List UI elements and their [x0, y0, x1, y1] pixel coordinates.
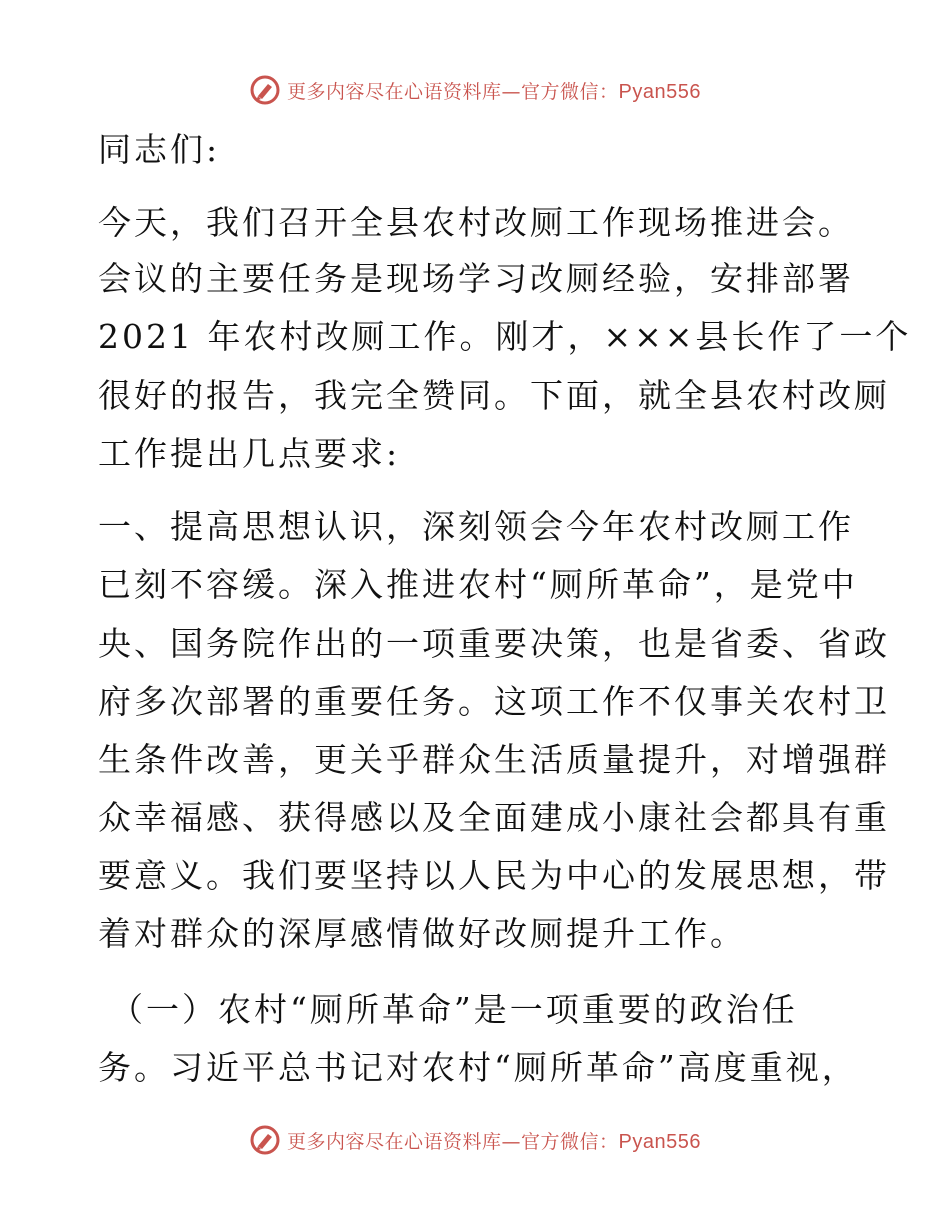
paragraph-line: 要意义。我们要坚持以人民为中心的发展思想，带	[98, 856, 890, 895]
paragraph-line: 生条件改善，更关乎群众生活质量提升，对增强群	[98, 740, 890, 779]
section-heading-line: 一、提高思想认识，深刻领会今年农村改厕工作	[98, 507, 854, 546]
pen-logo-icon	[249, 74, 281, 106]
header-watermark	[0, 70, 950, 110]
paragraph-line: 工作提出几点要求:	[98, 434, 401, 473]
watermark-id: Pyan556	[618, 80, 701, 103]
salutation-line: 同志们:	[98, 130, 221, 169]
paragraph-line: 已刻不容缓。深入推进农村“厕所革命”，是党中	[98, 565, 858, 604]
paragraph-line: 众幸福感、获得感以及全面建成小康社会都具有重	[98, 798, 890, 837]
paragraph-line: 会议的主要任务是现场学习改厕经验，安排部署	[98, 259, 854, 298]
paragraph-line: 府多次部署的重要任务。这项工作不仅事关农村卫	[98, 682, 890, 721]
watermark-text: 更多内容尽在心语资料库—官方微信：Pyan556	[287, 1130, 701, 1153]
watermark-text: 更多内容尽在心语资料库—官方微信：Pyan556	[287, 80, 701, 103]
paragraph-line: 务。习近平总书记对农村“厕所革命”高度重视，	[98, 1048, 858, 1087]
watermark-id: Pyan556	[618, 1130, 701, 1153]
paragraph-line: 今天，我们召开全县农村改厕工作现场推进会。	[98, 203, 854, 242]
paragraph-line: 着对群众的深厚感情做好改厕提升工作。	[98, 914, 746, 953]
paragraph-line: 央、国务院作出的一项重要决策，也是省委、省政	[98, 624, 890, 663]
paragraph-line: 2021 年农村改厕工作。刚才，×××县长作了一个	[98, 317, 912, 356]
footer-watermark	[0, 1120, 950, 1160]
paragraph-line: 很好的报告，我完全赞同。下面，就全县农村改厕	[98, 376, 890, 415]
pen-logo-icon	[249, 1124, 281, 1156]
subsection-heading-line: （一）农村“厕所革命”是一项重要的政治任	[110, 990, 798, 1029]
